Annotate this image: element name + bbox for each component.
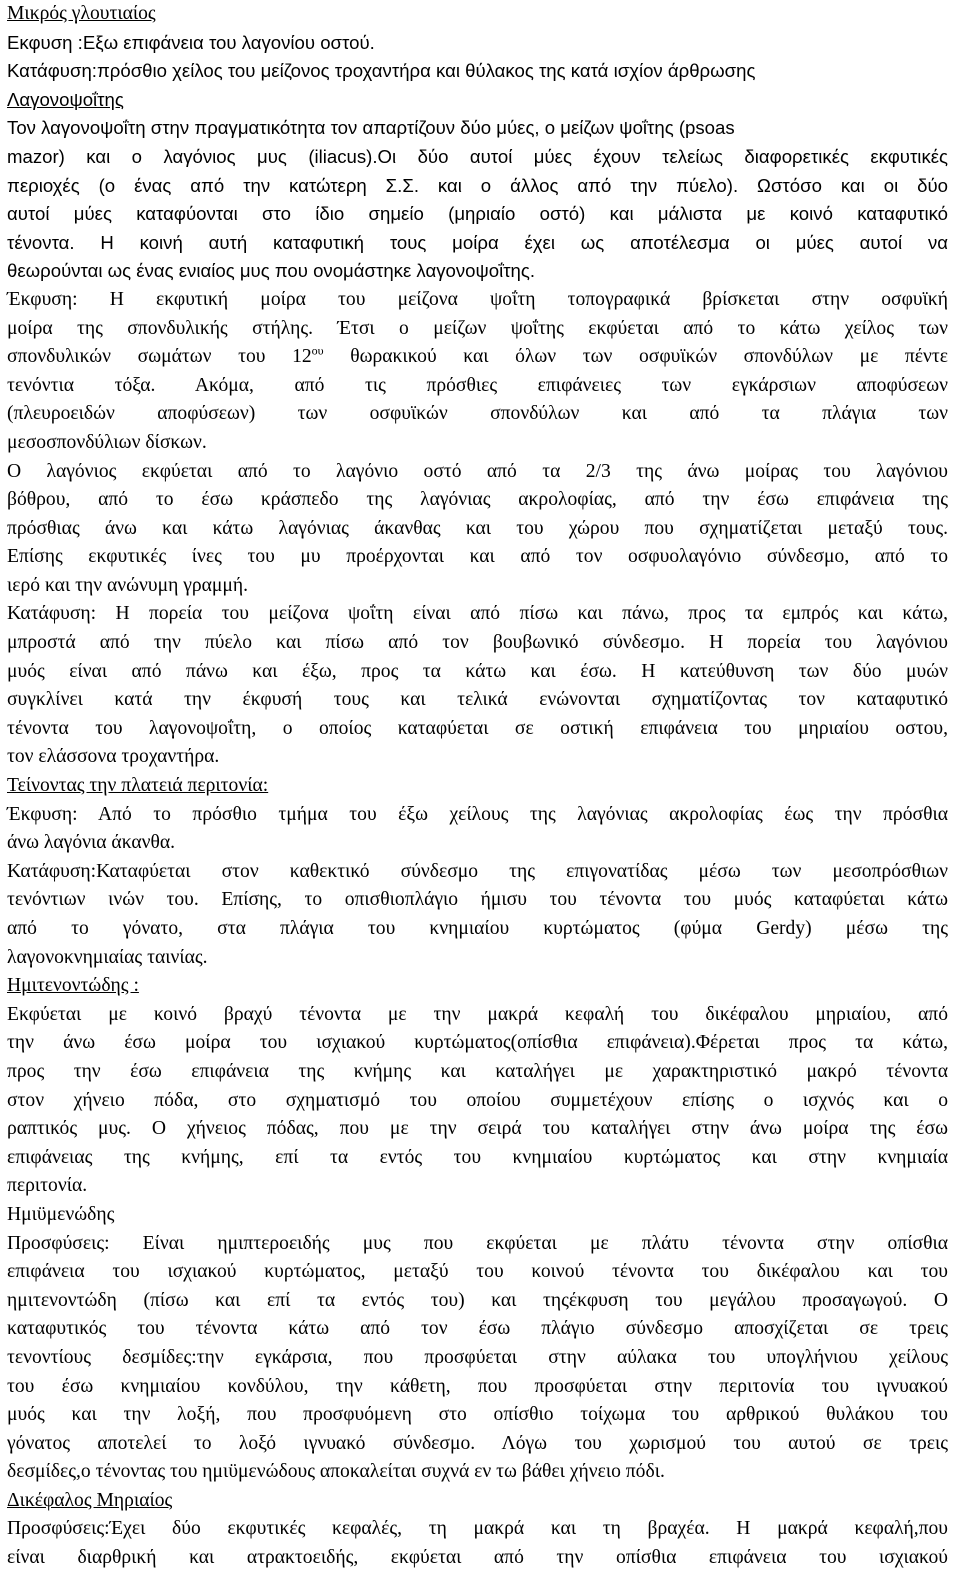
text-line: μπροστά από την πύελο και πίσω από τον βουβωνικό σύνδεσμο. Η πορεία του λαγόνιου	[7, 632, 948, 654]
text-line: Κατάφυση:πρόσθιο χείλος του μείζονος τροχαντήρα και θύλακος της κατά ισχίον άρθρωσης	[7, 60, 756, 82]
text-line: μοίρα της σπονδυλικής στήλης. Έτσι ο μείζων ψοΐτης εκφύεται από το κάτω χείλος των	[7, 317, 948, 339]
text-line: συγκλίνει κατά την έκφυσή τους και τελικά ενώνονται σχηματίζοντας τον καταφυτικό	[7, 689, 948, 711]
text-line: ραπτικός μυς. Ο χήνειος πόδας, που με την σειρά του καταλήγει στην άνω μοίρα της έσω	[7, 1118, 948, 1140]
text-line: μυός και την λοξή, που προσφυόμενη στο οπίσθιο τοίχωμα του αρθρικού θυλάκου του	[7, 1404, 948, 1426]
text-line: Έκφυση: Από το πρόσθιο τμήμα του έξω χείλους της λαγόνιας ακρολοφίας έως την πρόσθια	[7, 803, 948, 825]
section-semitendinosus	[7, 972, 948, 1201]
text-line: τένοντα του λαγονοψοΐτη, ο οποίος καταφύεται σε οστική επιφάνεια του μηριαίου οστου,	[7, 717, 948, 739]
text-line: Εκφύεται με κοινό βραχύ τένοντα με την μακρά κεφαλή του δικέφαλου μηριαίου, από	[7, 1003, 948, 1025]
text-line: Κατάφυση: Η πορεία του μείζονα ψοΐτη είναι από πίσω και πάνω, προς τα εμπρός και κάτω,	[7, 603, 948, 625]
section-heading: Τείνοντας την πλατειά περιτονία:	[7, 775, 269, 797]
text-line: πρόσθιας άνω και κάτω λαγόνιας άκανθας και του χώρου που σχηματίζεται μεταξύ τους.	[7, 517, 948, 539]
text-line: τένοντα. Η κοινή αυτή καταφυτική τους μοίρα έχει ως αποτέλεσμα οι μύες αυτοί να	[7, 231, 948, 253]
section-heading: Λαγονοψοΐτης	[7, 88, 124, 110]
text-line: επιφάνεια του ισχιακού κυρτώματος, μεταξύ του κοινού τένοντα του δικέφαλου και του	[7, 1261, 948, 1283]
text-line: από το γόνατο, στα πλάγια του κνημιαίου κυρτώματος (φύμα Gerdy) μέσω της	[7, 918, 948, 939]
section-heading: Μικρός γλουτιαίος	[7, 3, 156, 24]
text-line: Ο λαγόνιος εκφύεται από το λαγόνιο οστό από τα 2/3 της άνω μοίρας του λαγόνιου	[7, 460, 948, 482]
section-heading: Δικέφαλος Μηριαίος	[7, 1489, 173, 1511]
text-line: του έσω κνημιαίου κονδύλου, την κάθετη, που προσφύεται στην περιτονία του ιγνυακού	[7, 1375, 948, 1397]
text-line: τον ελάσσονα τροχαντήρα.	[7, 746, 220, 768]
text-line: Προσφύσεις: Είναι ημιπτεροειδής μυς που εκφύεται με πλάτυ τένοντα στην οπίσθια	[7, 1232, 948, 1254]
section-biceps-femoris	[7, 1487, 948, 1573]
text-line: αυτοί μύες καταφύονται στο ίδιο σημείο (μηριαίο οστό) και μάλιστα με κοινό καταφυτικό	[7, 203, 948, 225]
section-gluteus-minimus	[7, 0, 948, 86]
text-line: προς την έσω επιφάνεια της κνήμης και καταλήγει με χαρακτηριστικό μακρό τένοντα	[7, 1060, 948, 1082]
text-line: λαγονοκνημιαίας ταινίας.	[7, 946, 208, 968]
text-line: Τον λαγονοψοΐτη στην πραγματικότητα τον απαρτίζουν δύο μύες, ο μείζων ψοΐτης (psoas	[7, 117, 735, 139]
text-line: καταφυτικός του τένοντα κάτω από τον έσω πλάγιο σύνδεσμο αποσχίζεται σε τρεις	[7, 1318, 948, 1340]
text-line: (πλευροειδών αποφύσεων) των οσφυϊκών σπονδύλων και από τα πλάγια των	[7, 403, 948, 425]
text-line: ημιτενοντώδη (πίσω και επί τα εντός του) και τηςέκφυση του μεγάλου προσαγωγού. Ο	[7, 1289, 948, 1311]
section-heading: Ημιϋμενώδης	[7, 1203, 115, 1225]
text-line: επιφάνειας της κνήμης, επί τα εντός του κνημιαίου κυρτώματος και στην κνημιαία	[7, 1146, 948, 1168]
text-line: την άνω έσω μοίρα του ισχιακού κυρτώματος(οπίσθια επιφάνεια).Φέρεται προς τα κάτω,	[7, 1032, 948, 1054]
text-line: mazor) και ο λαγόνιος μυς (iliacus).Οι δύο αυτοί μύες έχουν τελείως διαφορετικές εκφυτικές	[7, 145, 948, 167]
text-line: Έκφυση: Η εκφυτική μοίρα του μείζονα ψοΐτη τοπογραφικά βρίσκεται στην οσφυϊκή	[7, 288, 948, 310]
text-line: άνω λαγόνια άκανθα.	[7, 832, 176, 854]
section-semimembranosus	[7, 1201, 948, 1487]
superscript: ου	[311, 343, 324, 358]
text-line: βόθρου, από το έσω κράσπεδο της λαγόνιας ακρολοφίας, από την έσω επιφάνεια της	[7, 489, 948, 511]
text-line: τενόντια τόξα. Ακόμα, από τις πρόσθιες επιφάνειες των εγκάρσιων αποφύσεων	[7, 374, 948, 396]
text-line: Κατάφυση:Καταφύεται στον καθεκτικό σύνδεσμο της επιγονατίδας μέσω των μεσοπρόσθιων	[7, 860, 948, 882]
text-line: περιοχές (ο ένας από την κατώτερη Σ.Σ. και ο άλλος από την πύελο). Ωστόσο και οι δύο	[7, 174, 948, 196]
text-line: ιερό και την ανώνυμη γραμμή.	[7, 574, 249, 596]
section-heading: Ημιτενοντώδης :	[7, 975, 139, 997]
text-line: τενόντιων ινών του. Επίσης, το οπισθιοπλάγιο ήμισυ του τένοντα του μυός καταφύεται κάτω	[7, 889, 948, 911]
text-line: περιτονία.	[7, 1175, 88, 1197]
text-line: Προσφύσεις:Έχει δύο εκφυτικές κεφαλές, τη μακρά και τη βραχέα. Η μακρά κεφαλή,που	[7, 1518, 948, 1540]
text-line: θεωρούνται ως ένας ενιαίος μυς που ονομάστηκε λαγονοψοΐτης.	[7, 260, 536, 282]
text-line: μυός είναι από πάνω και έξω, προς τα κάτω και έσω. Η κατεύθυνση των δύο μυών	[7, 660, 948, 682]
text-line: στον χήνειο πόδα, στο σχηματισμό του οποίου συμμετέχουν επίσης ο ισχνός και ο	[7, 1089, 948, 1111]
text-line-with-superscript: σπονδυλικών σωμάτων του $12^{o\upsilon}$ θωρακικού και όλων των οσφυϊκών σπονδύλων με πέντε	[7, 343, 948, 368]
section-iliopsoas	[7, 86, 948, 772]
text-line: Εκφυση :Εξω επιφάνεια του λαγονίου οστού.	[7, 31, 375, 53]
section-tensor-fasciae-latae	[7, 772, 948, 972]
text-line: Επίσης εκφυτικές ίνες του μυ προέρχονται και από τον οσφυολαγόνιο σύνδεσμο, από το	[7, 546, 948, 568]
text-line: είναι διαρθρική και ατρακτοειδής, εκφύεται από την οπίσθια επιφάνεια του ισχιακού	[7, 1547, 948, 1569]
text-line: μεσοσπονδύλιων δίσκων.	[7, 431, 207, 453]
text-line: δεσμίδες,ο τένοντας του ημιϋμενώδους αποκαλείται συχνά εν τω βάθει χήνειο πόδι.	[7, 1461, 665, 1483]
text-line: γόνατος αποτελεί το λοξό ιγνυακό σύνδεσμο. Λόγω του χωρισμού του αυτού σε τρεις	[7, 1432, 948, 1454]
text-line: τενοντίους δεσμίδες:την εγκάρσια, που προσφύεται στην αύλακα του υπογλήνιου χείλους	[7, 1346, 948, 1368]
